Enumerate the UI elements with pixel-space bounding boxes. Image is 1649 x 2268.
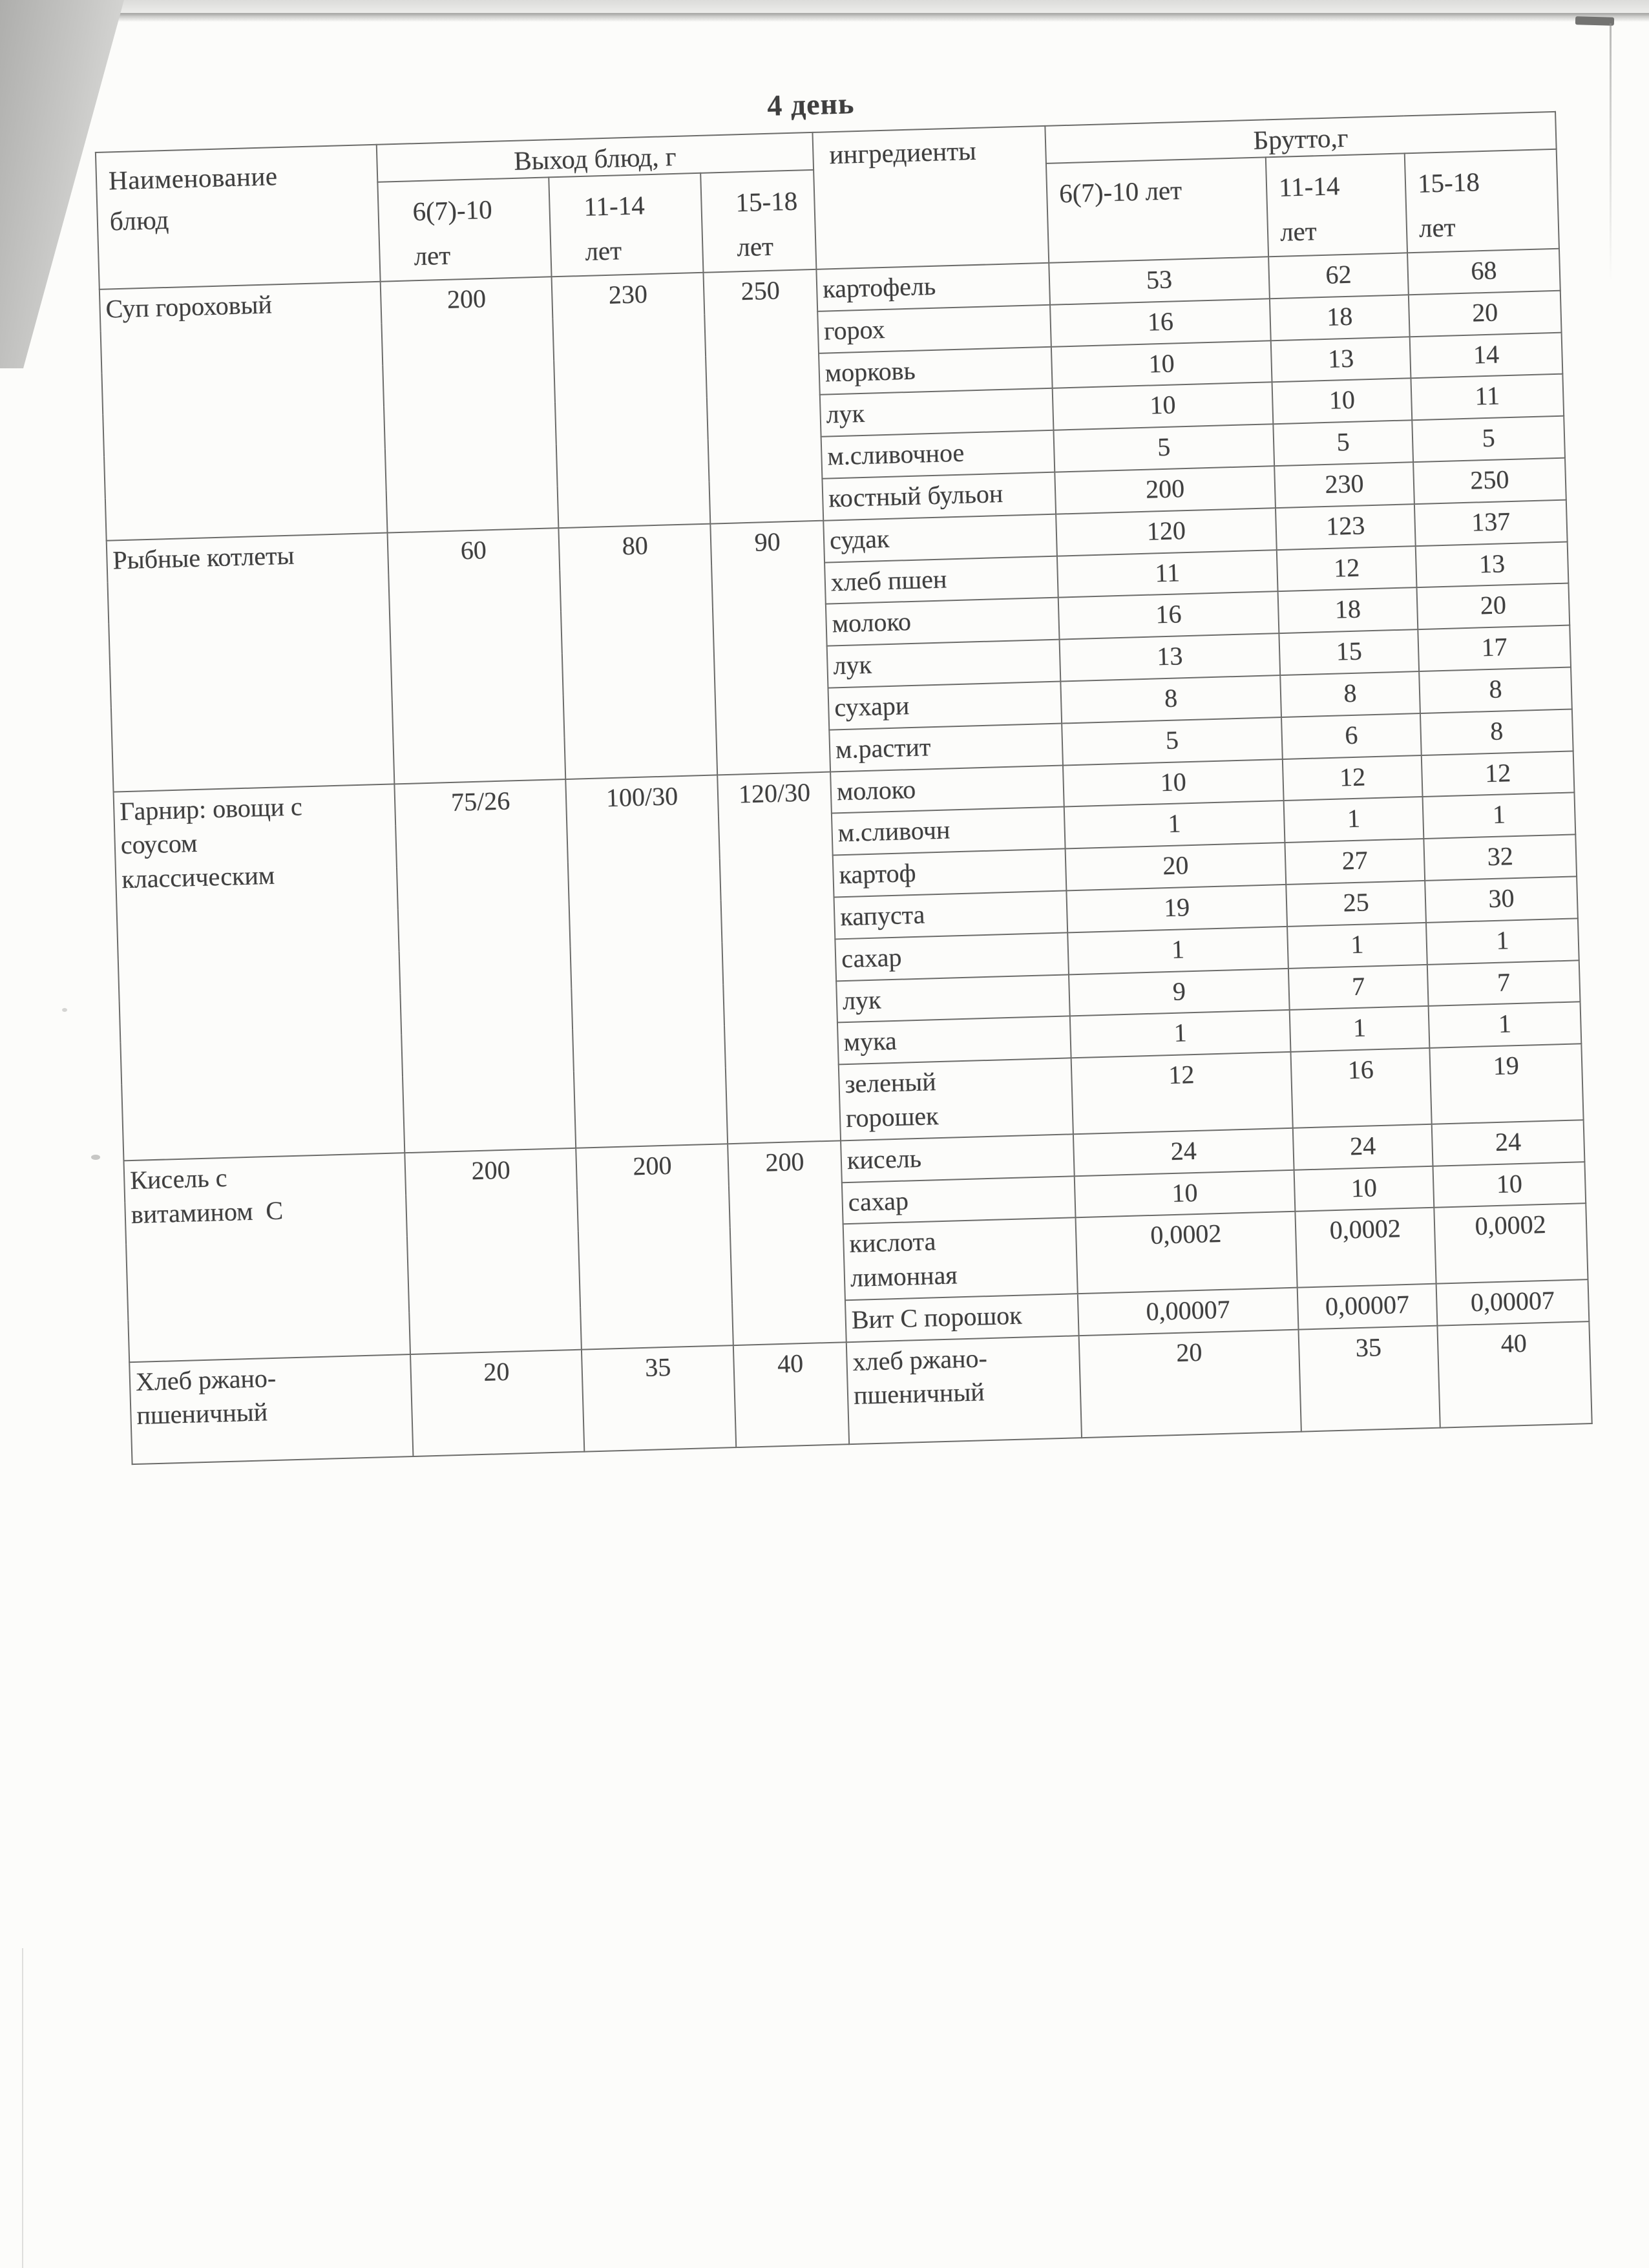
dish-name-cell: Кисель с витамином С (123, 1153, 410, 1362)
output-value-cell: 230 (552, 273, 711, 528)
gross-value-cell: 0,00007 (1297, 1284, 1438, 1330)
gross-value-cell: 19 (1429, 1044, 1583, 1124)
gross-value-cell: 16 (1058, 591, 1279, 639)
output-value-cell: 80 (558, 523, 717, 779)
gross-value-cell: 137 (1414, 499, 1568, 545)
gross-value-cell: 10 (1294, 1166, 1434, 1212)
gross-value-cell: 5 (1062, 717, 1283, 765)
ingredient-cell: м.сливочное (821, 430, 1055, 479)
gross-value-cell: 8 (1280, 671, 1420, 717)
gross-value-cell: 1 (1064, 801, 1285, 848)
ingredient-cell: сухари (828, 682, 1062, 730)
gross-value-cell: 12 (1277, 546, 1417, 592)
gross-value-cell: 1 (1067, 927, 1288, 974)
ingredient-cell: сахар (842, 1176, 1076, 1224)
gross-value-cell: 0,0002 (1076, 1212, 1297, 1294)
scan-artifact-dash (1575, 16, 1614, 26)
gross-value-cell: 68 (1407, 249, 1560, 295)
gross-value-cell: 9 (1069, 968, 1290, 1016)
gross-value-cell: 10 (1051, 341, 1272, 388)
gross-value-cell: 62 (1268, 253, 1409, 299)
gross-value-cell: 10 (1272, 379, 1413, 425)
gross-value-cell: 0,0002 (1295, 1208, 1436, 1288)
gross-value-cell: 16 (1291, 1048, 1432, 1128)
gross-value-cell: 24 (1432, 1120, 1585, 1166)
gross-value-cell: 123 (1276, 504, 1416, 550)
gross-value-cell: 20 (1079, 1329, 1301, 1437)
output-value-cell: 60 (388, 528, 566, 784)
gross-value-cell: 15 (1279, 629, 1419, 675)
ingredient-cell: м.сливочн (832, 807, 1066, 856)
ingredient-cell: картофель (816, 263, 1050, 311)
gross-value-cell: 12 (1283, 755, 1423, 801)
gross-value-cell: 10 (1433, 1162, 1586, 1208)
gross-value-cell: 10 (1063, 759, 1284, 807)
gross-value-cell: 16 (1050, 299, 1271, 346)
ingredient-cell: кисель (841, 1134, 1075, 1182)
output-value-cell: 90 (710, 520, 830, 775)
gross-value-cell: 0,00007 (1436, 1279, 1590, 1325)
gross-value-cell: 30 (1425, 876, 1578, 922)
output-value-cell: 200 (404, 1148, 582, 1354)
dish-name-cell: Хлеб ржано- пшеничный (129, 1354, 413, 1464)
menu-table-body (100, 249, 1592, 1464)
ingredient-cell: сахар (835, 932, 1069, 981)
ingredient-cell: м.растит (829, 723, 1063, 772)
ingredient-cell: кислота лимонная (843, 1218, 1078, 1301)
gross-value-cell: 35 (1298, 1325, 1440, 1431)
output-value-cell: 75/26 (394, 779, 576, 1153)
age-group-header: 11-14 лет (1266, 153, 1407, 257)
scan-artifact-left-line (22, 1948, 23, 2268)
gross-value-cell: 18 (1278, 587, 1418, 633)
output-value-cell: 120/30 (717, 772, 841, 1144)
header-output: Выход блюд, г (377, 132, 814, 182)
gross-value-cell: 20 (1417, 583, 1570, 629)
gross-value-cell: 25 (1286, 881, 1426, 927)
gross-value-cell: 1 (1070, 1010, 1291, 1058)
gross-value-cell: 40 (1437, 1321, 1591, 1428)
output-value-cell: 250 (703, 269, 823, 524)
ingredient-cell: морковь (819, 346, 1053, 395)
ingredient-cell: костный бульон (822, 472, 1056, 521)
ingredient-cell: хлеб пшен (824, 556, 1058, 604)
gross-value-cell: 1 (1284, 797, 1424, 843)
age-group-header: 6(7)-10 лет (377, 177, 551, 282)
output-value-cell: 20 (410, 1349, 584, 1456)
ingredient-cell: хлеб ржано- пшеничный (846, 1336, 1082, 1444)
gross-value-cell: 11 (1057, 550, 1278, 598)
ingredient-cell: капуста (834, 890, 1068, 939)
gross-value-cell: 20 (1409, 290, 1562, 336)
gross-value-cell: 0,00007 (1078, 1288, 1299, 1336)
gross-value-cell: 5 (1412, 416, 1565, 462)
ingredient-cell: Вит С порошок (845, 1294, 1079, 1342)
gross-value-cell: 12 (1071, 1052, 1293, 1134)
gross-value-cell: 19 (1066, 885, 1287, 932)
dish-name-cell: Суп гороховый (100, 282, 388, 541)
ingredient-cell: зеленый горошек (839, 1058, 1073, 1140)
ingredient-cell: лук (820, 388, 1054, 437)
output-value-cell: 200 (728, 1140, 846, 1345)
gross-value-cell: 200 (1055, 466, 1276, 514)
gross-value-cell: 10 (1053, 383, 1274, 430)
page-title: 4 день (766, 87, 855, 122)
output-value-cell: 35 (582, 1345, 736, 1452)
gross-value-cell: 1 (1287, 923, 1427, 969)
ingredient-cell: горох (817, 305, 1051, 353)
age-group-header: 15-18 лет (1405, 149, 1559, 253)
menu-table (95, 110, 1593, 1464)
gross-value-cell: 53 (1049, 257, 1270, 304)
gross-value-cell: 250 (1413, 458, 1566, 504)
output-value-cell: 40 (733, 1342, 849, 1447)
gross-value-cell: 0,0002 (1434, 1203, 1588, 1283)
gross-value-cell: 7 (1427, 960, 1581, 1006)
age-group-header: 6(7)-10 лет (1046, 157, 1268, 263)
gross-value-cell: 1 (1426, 918, 1579, 964)
gross-value-cell: 17 (1418, 625, 1571, 671)
gross-value-cell: 24 (1293, 1124, 1433, 1170)
gross-value-cell: 27 (1285, 839, 1425, 885)
scan-artifact-line (1610, 23, 1612, 282)
ingredient-cell: лук (836, 974, 1070, 1023)
gross-value-cell: 1 (1429, 1002, 1582, 1048)
gross-value-cell: 13 (1271, 337, 1411, 383)
gross-value-cell: 8 (1419, 667, 1572, 713)
gross-value-cell: 6 (1281, 713, 1422, 759)
dish-name-cell: Рыбные котлеты (107, 532, 395, 792)
gross-value-cell: 5 (1053, 424, 1274, 472)
output-value-cell: 200 (381, 277, 559, 532)
dish-name-cell: Гарнир: овощи с соусом классическим (114, 784, 405, 1160)
gross-value-cell: 5 (1273, 420, 1413, 466)
gross-value-cell: 14 (1410, 332, 1563, 378)
gross-value-cell: 1 (1423, 793, 1576, 839)
gross-value-cell: 24 (1073, 1128, 1294, 1176)
gross-value-cell: 20 (1066, 843, 1287, 890)
ingredient-cell: лук (827, 640, 1061, 688)
scan-speck (62, 1008, 67, 1012)
age-group-header: 11-14 лет (549, 173, 703, 277)
ingredient-cell: мука (837, 1016, 1071, 1065)
gross-value-cell: 7 (1288, 964, 1429, 1010)
ingredient-cell: молоко (830, 765, 1064, 814)
output-value-cell: 100/30 (565, 775, 728, 1148)
gross-value-cell: 13 (1416, 541, 1569, 587)
age-group-header: 15-18 лет (700, 170, 816, 273)
gross-value-cell: 1 (1290, 1006, 1430, 1052)
gross-value-cell: 12 (1422, 751, 1575, 797)
gross-value-cell: 11 (1411, 374, 1564, 420)
gross-value-cell: 120 (1056, 508, 1277, 556)
gross-value-cell: 18 (1270, 295, 1410, 341)
gross-value-cell: 13 (1060, 633, 1281, 681)
ingredient-cell: молоко (826, 598, 1060, 646)
scan-top-shadow (97, 13, 1649, 22)
gross-value-cell: 10 (1075, 1170, 1296, 1217)
scan-speck (91, 1155, 100, 1160)
header-ingredients: ингредиенты (812, 125, 1049, 269)
gross-value-cell: 8 (1420, 709, 1573, 755)
output-value-cell: 200 (576, 1144, 733, 1349)
header-gross: Брутто,г (1045, 111, 1556, 163)
ingredient-cell: картоф (833, 849, 1067, 898)
header-dish: Наименование блюд (96, 144, 381, 289)
document-content (94, 68, 1591, 1465)
gross-value-cell: 230 (1274, 462, 1414, 508)
gross-value-cell: 32 (1423, 835, 1577, 881)
gross-value-cell: 8 (1060, 675, 1281, 723)
ingredient-cell: судак (823, 514, 1057, 562)
